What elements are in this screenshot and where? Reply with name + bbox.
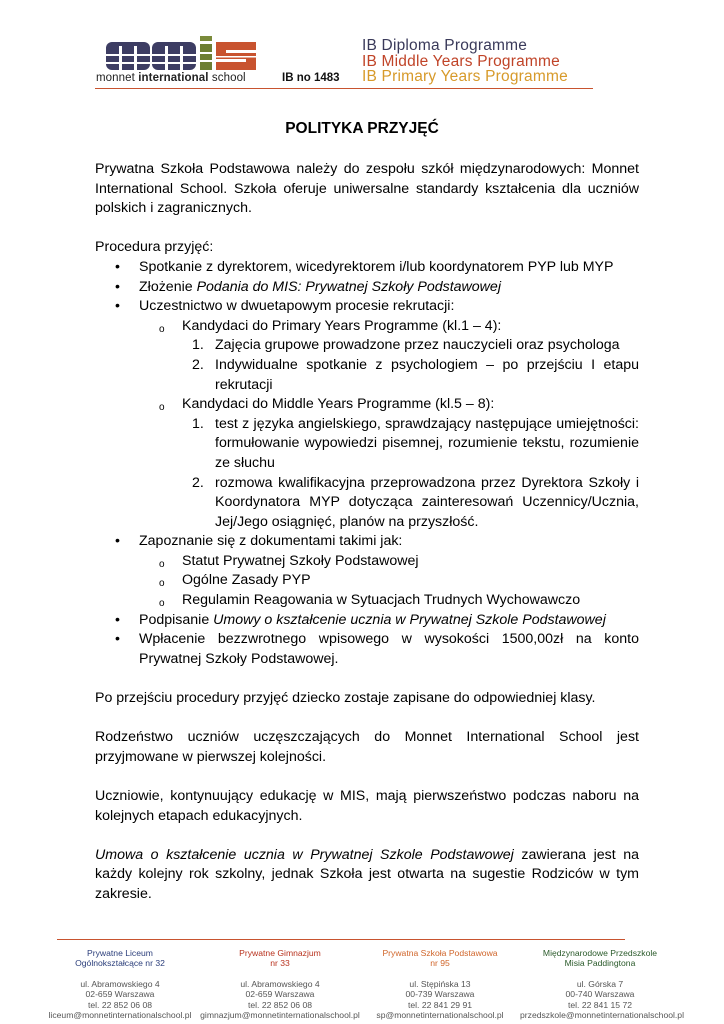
procedure-item-meeting: • Spotkanie z dyrektorem, wicedyrektorem i/lub koordynatorem PYP lub MYP	[95, 258, 639, 278]
procedure-item-contract: • Podpisanie Umowy o kształcenie ucznia w Prywatnej Szkole Podstawowej	[95, 611, 639, 631]
footer-gimnazjum: Prywatne Gimnazjum nr 33 ul. Abramowskiego 4 02-659 Warszawa tel. 22 852 06 08 gimnazjum@monnetinternationalschool.pl	[200, 948, 360, 1021]
email-text: gimnazjum@monnetinternationalschool.pl	[200, 1010, 360, 1021]
procedure-item-fee: • Wpłacenie bezzwrotnego wpisowego w wysokości 1500,00zł na konto Prywatnej Szkoły Podstawowej.	[95, 630, 639, 669]
myp-step: 2. rozmowa kwalifikacyjna przeprowadzona przez Dyrektora Szkoły i Koordynatora MYP dotycząca zainteresowań Uczennicy/Ucznia, Jej/Jego osiągnięć, planów na przyszłość.	[192, 474, 639, 530]
document-body	[95, 160, 639, 905]
programme-diploma: IB Diploma Programme	[362, 37, 528, 54]
procedure-list	[95, 258, 639, 669]
school-name-logo-text: monnet international school	[96, 72, 246, 84]
procedure-heading: Procedura przyjęć:	[95, 239, 214, 256]
intro-paragraph: Prywatna Szkoła Podstawowa należy do zespołu szkół międzynarodowych: Monnet International School. Szkoła oferuje uniwersalne standardy kształcenia dla uczniów polskich i zagranicznych.	[95, 161, 639, 217]
recruitment-sublist	[139, 317, 639, 533]
footer-liceum: Prywatne Liceum Ogólnokształcące nr 32 ul. Abramowskiego 4 02-659 Warszawa tel. 22 852 06 08 liceum@monnetinternationalschool.pl	[40, 948, 200, 1021]
document-item: o Regulamin Reagowania w Sytuacjach Trudnych Wychowawczo	[139, 591, 639, 611]
document-item: o Ogólne Zasady PYP	[139, 571, 639, 591]
siblings-paragraph: Rodzeństwo uczniów uczęszczających do Monnet International School jest przyjmowane w pierwszej kolejności.	[95, 729, 639, 765]
pyp-step: 1. Zajęcia grupowe prowadzone przez nauczycieli oraz psychologa	[192, 337, 620, 354]
pyp-steps	[182, 336, 639, 395]
document-item: o Statut Prywatnej Szkoły Podstawowej	[139, 552, 639, 572]
header-divider	[95, 88, 593, 89]
email-text: liceum@monnetinternationalschool.pl	[48, 1010, 192, 1021]
continuing-students-paragraph: Uczniowie, kontynuujący edukację w MIS, mają pierwszeństwo podczas naboru na kolejnych etapach edukacyjnych.	[95, 788, 639, 824]
footer-szkola-podstawowa: Prywatna Szkoła Podstawowa nr 95 ul. Stępińska 13 00-739 Warszawa tel. 22 841 29 91 sp@monnetinternationalschool.pl	[360, 948, 520, 1021]
procedure-item-application: • Złożenie Podania do MIS: Prywatnej Szkoły Podstawowej	[95, 278, 639, 298]
pyp-candidates: o Kandydaci do Primary Years Programme (kl.1 – 4): 1. Zajęcia grupowe prowadzone przez nauczycieli oraz psychologa 2. Indywidualne spotkanie z psychologiem – po przejściu I etapu rekrutacji	[139, 317, 639, 395]
pyp-step: 2. Indywidualne spotkanie z psychologiem – po przejściu I etapu rekrutacji	[192, 356, 639, 393]
footer-addresses	[40, 948, 684, 1021]
after-procedure-paragraph: Po przejściu procedury przyjęć dziecko zostaje zapisane do odpowiedniej klasy.	[95, 690, 596, 707]
school-logo	[106, 36, 256, 70]
procedure-item-recruitment: • Uczestnictwo w dwuetapowym procesie rekrutacji: o Kandydaci do Primary Years Programme (kl.1 – 4): 1. Zajęcia grupowe prowadzone przez nauczycieli oraz psychologa 2. Indywidualne spotkanie z psychologiem – po przejściu I etapu rekrutacji o Kandydaci do Middle Years Programme (kl.5 – 8): 1. test z języka angielskiego, sprawdzający następujące umiejętności: formułowanie wypowiedzi pisemnej, rozumienie tekstu, rozumienie ze słuchu 2. rozmowa kwalifikacyjna przeprowadzona przez Dyrektora Szkoły i Koordynatora MYP dotycząca zainteresowań Uczennicy/Ucznia, Jej/Jego osiągnięć, planów na przyszłość.	[95, 297, 639, 532]
programme-middle-years: IB Middle Years Programme	[362, 53, 560, 70]
footer-divider	[57, 939, 625, 940]
email-text: przedszkole@monnetinternationalschool.pl	[520, 1010, 684, 1021]
email-text: sp@monnetinternationalschool.pl	[376, 1010, 504, 1021]
procedure-item-documents: • Zapoznanie się z dokumentami takimi jak: o Statut Prywatnej Szkoły Podstawowej o Ogólne Zasady PYP o Regulamin Reagowania w Sytuacjach Trudnych Wychowawczo	[95, 532, 639, 610]
document-title: POLITYKA PRZYJĘĆ	[285, 120, 439, 137]
myp-candidates: o Kandydaci do Middle Years Programme (kl.5 – 8): 1. test z języka angielskiego, sprawdzający następujące umiejętności: formułowanie wypowiedzi pisemnej, rozumienie tekstu, rozumienie ze słuchu 2. rozmowa kwalifikacyjna przeprowadzona przez Dyrektora Szkoły i Koordynatora MYP dotycząca zainteresowań Uczennicy/Ucznia, Jej/Jego osiągnięć, planów na przyszłość.	[139, 395, 639, 532]
letterhead	[0, 0, 724, 100]
footer-przedszkole: Międzynarodowe Przedszkole Misia Paddingtona ul. Górska 7 00-740 Warszawa tel. 22 841 15 72 przedszkole@monnetinternationalschool.pl	[520, 948, 684, 1021]
contract-paragraph: Umowa o kształcenie ucznia w Prywatnej Szkole Podstawowej zawierana jest na każdy kolejny rok szkolny, jednak Szkoła jest otwarta na sugestie Rodziców w tym zakresie.	[95, 846, 639, 902]
myp-step: 1. test z języka angielskiego, sprawdzający następujące umiejętności: formułowanie wypowiedzi pisemnej, rozumienie tekstu, rozumienie ze słuchu	[192, 415, 639, 471]
documents-sublist	[139, 552, 639, 611]
ib-number: IB no 1483	[282, 72, 340, 84]
programme-primary-years: IB Primary Years Programme	[362, 68, 568, 85]
myp-steps	[182, 415, 639, 533]
